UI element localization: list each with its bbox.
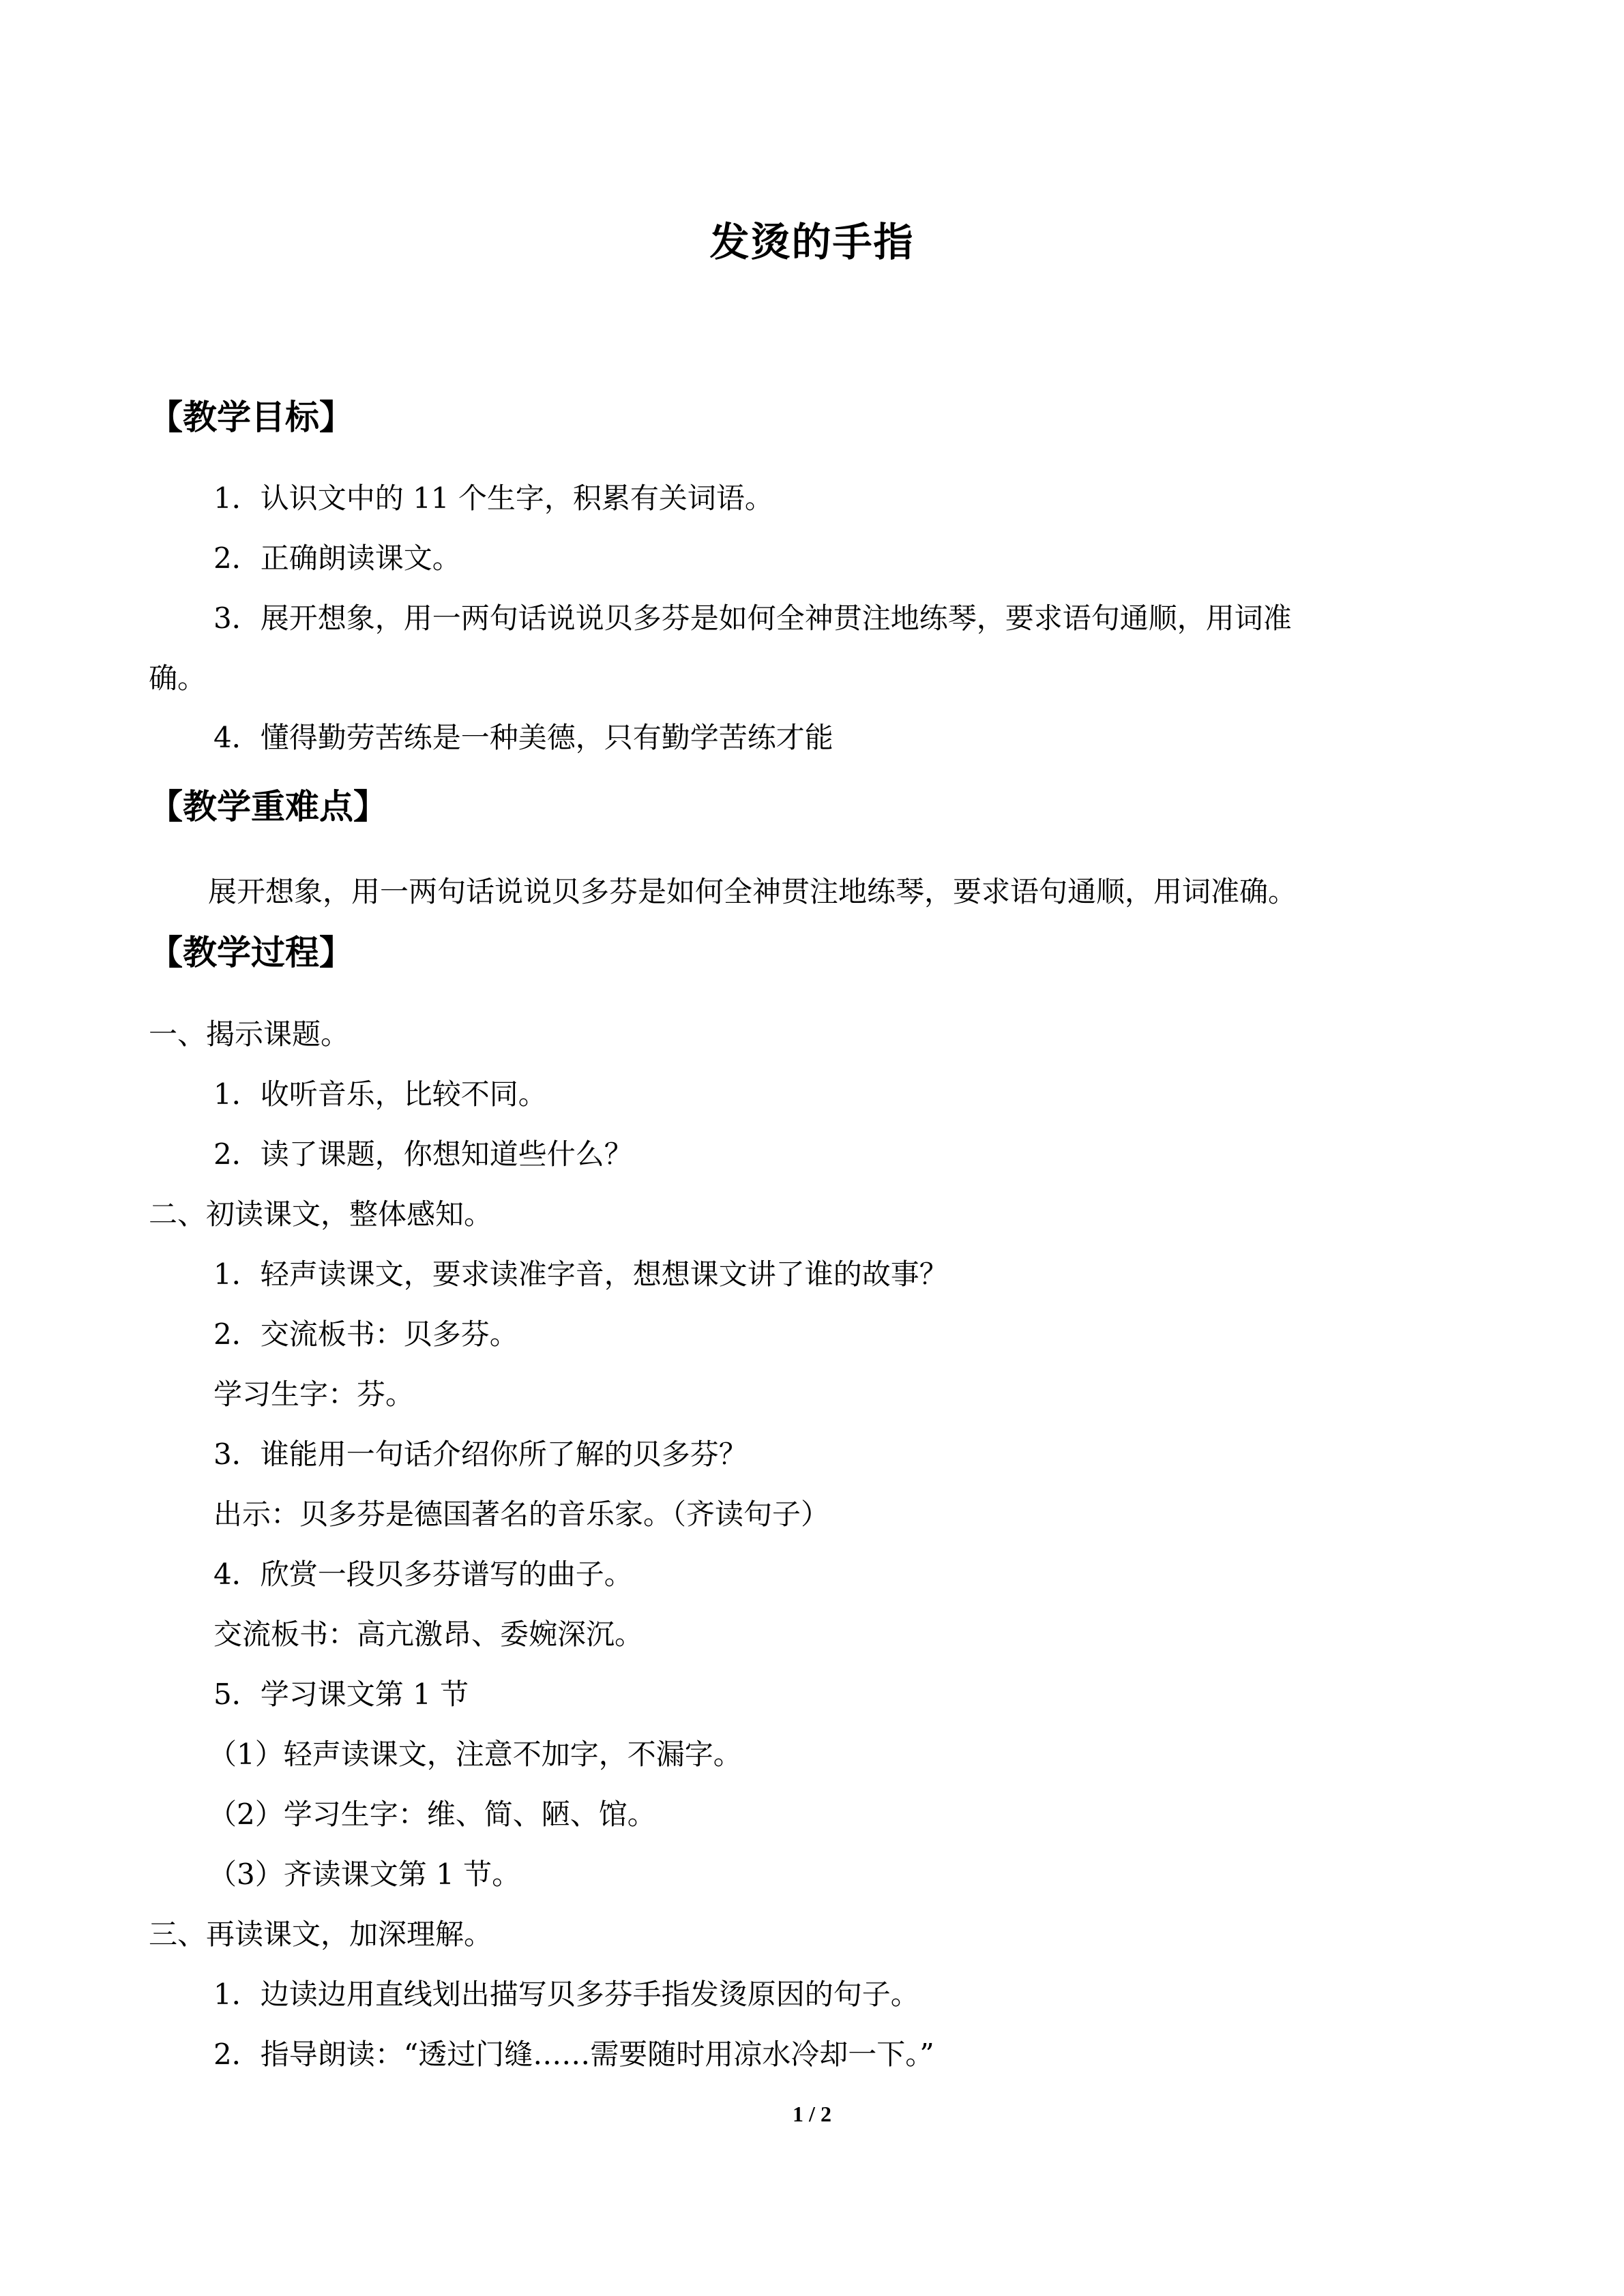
heading-objectives: 【教学目标】 [149,398,353,437]
process-line: 1．轻声读课文，要求读准字音，想想课文讲了谁的故事？ [213,1257,948,1291]
objective-item-2: 2．正确朗读课文。 [213,541,461,575]
process-line: 学习生字：芬。 [213,1377,415,1411]
process-line: 2．指导朗读：“透过门缝……需要随时用凉水冷却一下。” [213,2038,934,2071]
process-line: （1）轻声读课文，注意不加字，不漏字。 [208,1738,742,1771]
heading-key-points: 【教学重难点】 [149,787,387,826]
process-line: 3．谁能用一句话介绍你所了解的贝多芬？ [213,1437,748,1471]
process-step-2: 二、初读课文，整体感知。 [149,1197,493,1231]
process-line: （2）学习生字：维、简、陋、馆。 [208,1798,656,1831]
process-line: 4．欣赏一段贝多芬谱写的曲子。 [213,1557,633,1591]
page-number: 1 / 2 [793,2102,831,2126]
objective-item-4: 4．懂得勤劳苦练是一种美德，只有勤学苦练才能 [213,721,833,754]
process-line: 2．读了课题，你想知道些什么？ [213,1137,633,1171]
process-step-3: 三、再读课文，加深理解。 [149,1918,493,1951]
document-title: 发烫的手指 [709,219,915,265]
process-line: 交流板书：高亢激昂、委婉深沉。 [213,1617,644,1651]
objective-item-1: 1．认识文中的 11 个生字，积累有关词语。 [213,481,773,515]
process-line: 5．学习课文第 1 节 [213,1678,469,1711]
process-line: （3）齐读课文第 1 节。 [208,1858,521,1891]
process-step-1: 一、揭示课题。 [149,1017,350,1051]
key-points-text: 展开想象，用一两句话说说贝多芬是如何全神贯注地练琴，要求语句通顺，用词准确。 [208,875,1297,908]
objective-item-3-continued: 确。 [149,661,207,695]
objective-item-3: 3．展开想象，用一两句话说说贝多芬是如何全神贯注地练琴，要求语句通顺，用词准 [213,601,1292,635]
process-line: 1．边读边用直线划出描写贝多芬手指发烫原因的句子。 [213,1978,919,2011]
process-line: 2．交流板书：贝多芬。 [213,1317,518,1351]
heading-process: 【教学过程】 [149,933,353,972]
process-line: 1．收听音乐，比较不同。 [213,1077,547,1111]
process-line: 出示：贝多芬是德国著名的音乐家。（齐读句子） [213,1497,830,1531]
